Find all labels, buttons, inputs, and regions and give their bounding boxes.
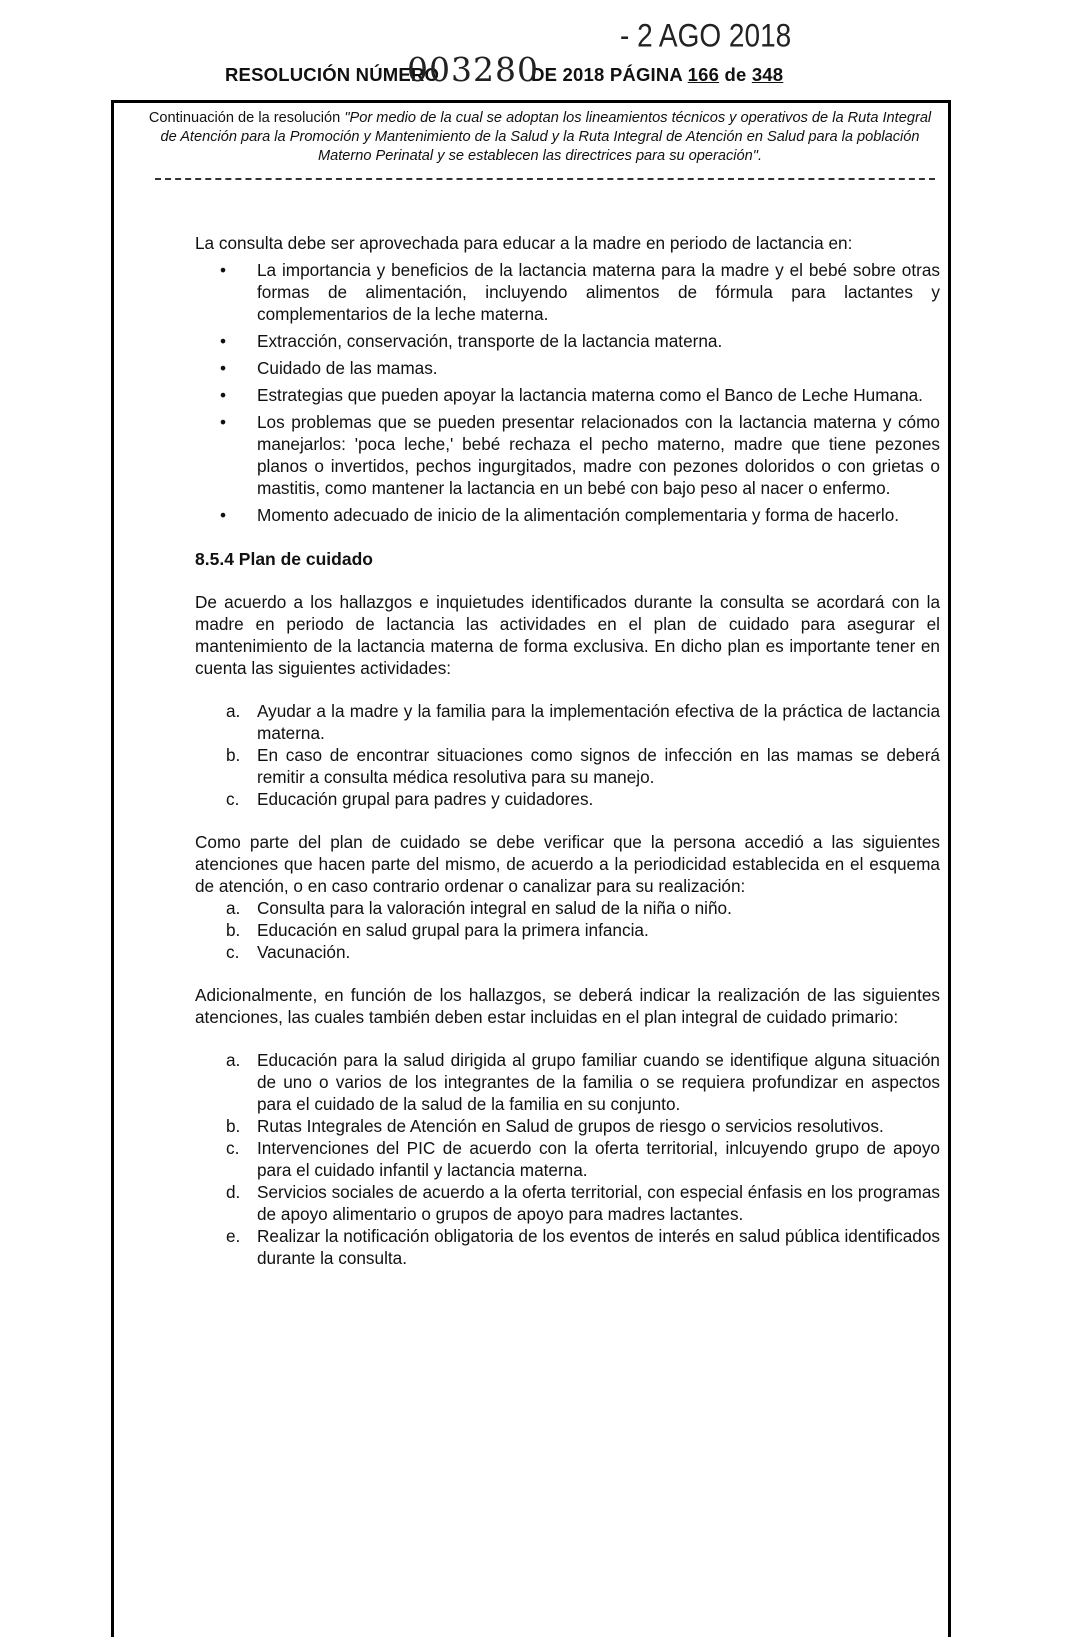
list-item: [195, 919, 940, 941]
list-marker: c.: [226, 789, 240, 809]
list-marker: b.: [226, 920, 241, 940]
list-item: [195, 1115, 940, 1137]
list-item: • Cuidado de las mamas.: [195, 357, 940, 379]
additional-paragraph: Adicionalmente, en función de los hallazgos, se deberá indicar la realización de las siguientes atenciones, las cuales también deben estar incluidas en el plan integral de cuidado primario:: [195, 985, 940, 1027]
plan-paragraph: De acuerdo a los hallazgos e inquietudes identificados durante la consulta se acordará con la madre en periodo de lactancia las actividades en el plan de cuidado para asegurar el mantenimiento de la lactancia materna de forma exclusiva. En dicho plan es importante tener en cuenta las siguientes actividades:: [195, 592, 940, 678]
document-body: [195, 232, 940, 1269]
list-item: [195, 1137, 940, 1181]
education-topics-list: [195, 259, 940, 526]
list-text: Educación para la salud dirigida al grupo familiar cuando se identifique alguna situación de uno o varios de los integrantes de la familia o se requiera profundizar en aspectos para el cuidado de la salud de la familia en su conjunto.: [257, 1050, 940, 1114]
page-number: 166: [687, 64, 720, 85]
list-text: En caso de encontrar situaciones como signos de infección en las mamas se deberá remitir a consulta médica resolutiva para su manejo.: [257, 745, 940, 787]
list-text: Realizar la notificación obligatoria de los eventos de interés en salud pública identificados durante la consulta.: [257, 1226, 940, 1268]
list-text: Servicios sociales de acuerdo a la oferta territorial, con especial énfasis en los programas de apoyo alimentario o grupos de apoyo para madres lactantes.: [257, 1182, 940, 1224]
list-marker: a.: [226, 898, 241, 918]
verify-paragraph: Como parte del plan de cuidado se debe verificar que la persona accedió a las siguientes atenciones que hacen parte del mismo, de acuerdo a la periodicidad establecida en el esquema de atención, o en caso contrario ordenar o canalizar para su realización:: [195, 832, 940, 896]
continuation-title: "Por medio de la cual se adoptan los lineamientos técnicos y operativos de la Ruta Integral de Atención para la Promoción y Mantenimiento de la Salud y la Ruta Integral de Atención en Salud para la población Materno Perinatal y se establecen las directrices para su operación".: [160, 110, 932, 164]
list-marker: b.: [226, 1116, 241, 1136]
list-item: [195, 788, 940, 810]
list-text: Rutas Integrales de Atención en Salud de grupos de riesgo o servicios resolutivos.: [257, 1116, 884, 1136]
dashed-divider: [155, 178, 935, 180]
page-of: de: [724, 64, 747, 85]
resolution-year-page: DE 2018 PÁGINA: [531, 64, 683, 85]
list-item: [195, 1225, 940, 1269]
list-text: Ayudar a la madre y la familia para la implementación efectiva de la práctica de lactancia materna.: [257, 701, 940, 743]
list-item: [195, 700, 940, 744]
stamped-date: - 2 AGO 2018: [620, 17, 792, 54]
list-item: [195, 897, 940, 919]
plan-activities-list: [195, 700, 940, 810]
list-item: • Los problemas que se pueden presentar relacionados con la lactancia materna y cómo manejarlos: 'poca leche,' bebé rechaza el pecho materno, madre que tiene pezones planos o invertidos, pechos ingurgitados, madre con pezones doloridos o con grietas o mastitis, como mantener la lactancia en un bebé con bajo peso al nacer o enfermo.: [195, 411, 940, 499]
list-marker: c.: [226, 942, 240, 962]
intro-paragraph: La consulta debe ser aprovechada para educar a la madre en periodo de lactancia en:: [195, 233, 853, 253]
list-item: [195, 1049, 940, 1115]
continuation-lead: Continuación de la resolución: [148, 110, 341, 126]
list-marker: e.: [226, 1226, 241, 1246]
list-item: [195, 1181, 940, 1225]
verify-attentions-list: [195, 897, 940, 963]
stamped-resolution-number: 003280: [407, 50, 539, 89]
section-heading: 8.5.4 Plan de cuidado: [195, 549, 373, 569]
page-total: 348: [751, 64, 784, 85]
list-text: Vacunación.: [257, 942, 351, 962]
list-marker: b.: [226, 745, 241, 765]
list-text: Intervenciones del PIC de acuerdo con la oferta territorial, inlcuyendo grupo de apoyo para el cuidado infantil y lactancia materna.: [257, 1138, 940, 1180]
resolution-prefix: RESOLUCIÓN NÚMERO: [225, 64, 440, 85]
list-text: Educación en salud grupal para la primera infancia.: [257, 920, 649, 940]
list-item: [195, 941, 940, 963]
list-item: • Momento adecuado de inicio de la alimentación complementaria y forma de hacerlo.: [195, 504, 940, 526]
additional-attentions-list: [195, 1049, 940, 1269]
list-text: Educación grupal para padres y cuidadores.: [257, 789, 594, 809]
list-marker: a.: [226, 1050, 241, 1070]
continuation-note: [140, 109, 940, 166]
list-marker: d.: [226, 1182, 241, 1202]
list-item: • Extracción, conservación, transporte de la lactancia materna.: [195, 330, 940, 352]
list-item: • La importancia y beneficios de la lactancia materna para la madre y el bebé sobre otras formas de alimentación, incluyendo alimentos de fórmula para lactantes y complementarios de la leche materna.: [195, 259, 940, 325]
list-item: [195, 744, 940, 788]
resolution-header: [0, 0, 1080, 100]
list-marker: a.: [226, 701, 241, 721]
list-text: Consulta para la valoración integral en salud de la niña o niño.: [257, 898, 732, 918]
list-marker: c.: [226, 1138, 240, 1158]
list-item: • Estrategias que pueden apoyar la lactancia materna como el Banco de Leche Humana.: [195, 384, 940, 406]
